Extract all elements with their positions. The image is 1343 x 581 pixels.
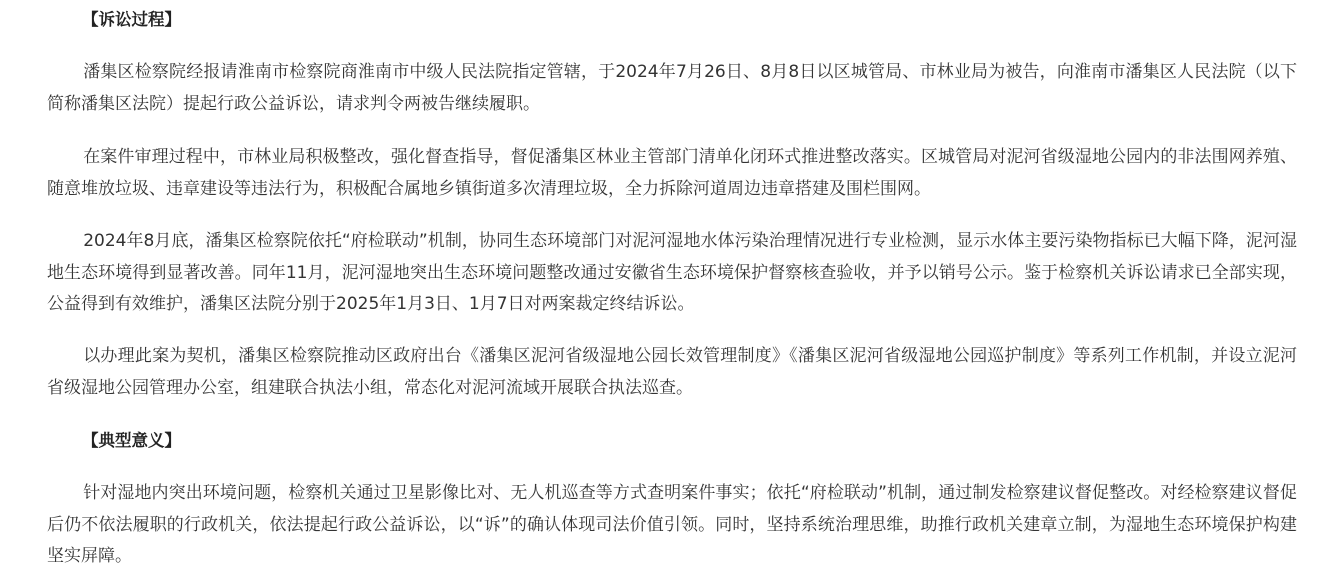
paragraph-monitoring-and-termination: 2024年8月底，潘集区检察院依托“府检联动”机制，协同生态环境部门对泥河湿地水体污染治理情况进行专业检测，显示水体主要污染物指标已大幅下降，泥河湿地生态环境得到显著改善。同年11月，泥河湿地突出生态环境问题整改通过安徽省生态环境保护督察核查验收，并予以销号公示。鉴于检察机关诉讼请求已全部实现，公益得到有效维护，潘集区法院分别于2025年1月3日、1月7日对两案裁定终结诉讼。 — [47, 231, 1297, 314]
section-heading-typical-significance: 【典型意义】 — [82, 431, 181, 450]
paragraph-long-term-mechanism: 以办理此案为契机，潘集区检察院推动区政府出台《潘集区泥河省级湿地公园长效管理制度》《潘集区泥河省级湿地公园巡护制度》等系列工作机制，并设立泥河省级湿地公园管理办公室，组建联合执法小组，常态化对泥河流域开展联合执法巡查。 — [47, 346, 1297, 398]
section-heading-litigation-process: 【诉讼过程】 — [82, 10, 181, 29]
paragraph-case-trial-rectification: 在案件审理过程中，市林业局积极整改，强化督查指导，督促潘集区林业主管部门清单化闭环式推进整改落实。区城管局对泥河省级湿地公园内的非法围网养殖、随意堆放垃圾、违章建设等违法行为，积极配合属地乡镇街道多次清理垃圾，全力拆除河道周边违章搭建及围栏围网。 — [47, 147, 1297, 199]
paragraph-typical-significance: 针对湿地内突出环境问题，检察机关通过卫星影像比对、无人机巡查等方式查明案件事实；依托“府检联动”机制，通过制发检察建议督促整改。对经检察建议督促后仍不依法履职的行政机关，依法提起行政公益诉讼，以“诉”的确认体现司法价值引领。同时，坚持系统治理思维，助推行政机关建章立制，为湿地生态环境保护构建坚实屏障。 — [47, 483, 1297, 566]
paragraph-litigation-filing: 潘集区检察院经报请淮南市检察院商淮南市中级人民法院指定管辖，于2024年7月26日、8月8日以区城管局、市林业局为被告，向淮南市潘集区人民法院（以下简称潘集区法院）提起行政公益诉讼，请求判令两被告继续履职。 — [47, 62, 1297, 114]
